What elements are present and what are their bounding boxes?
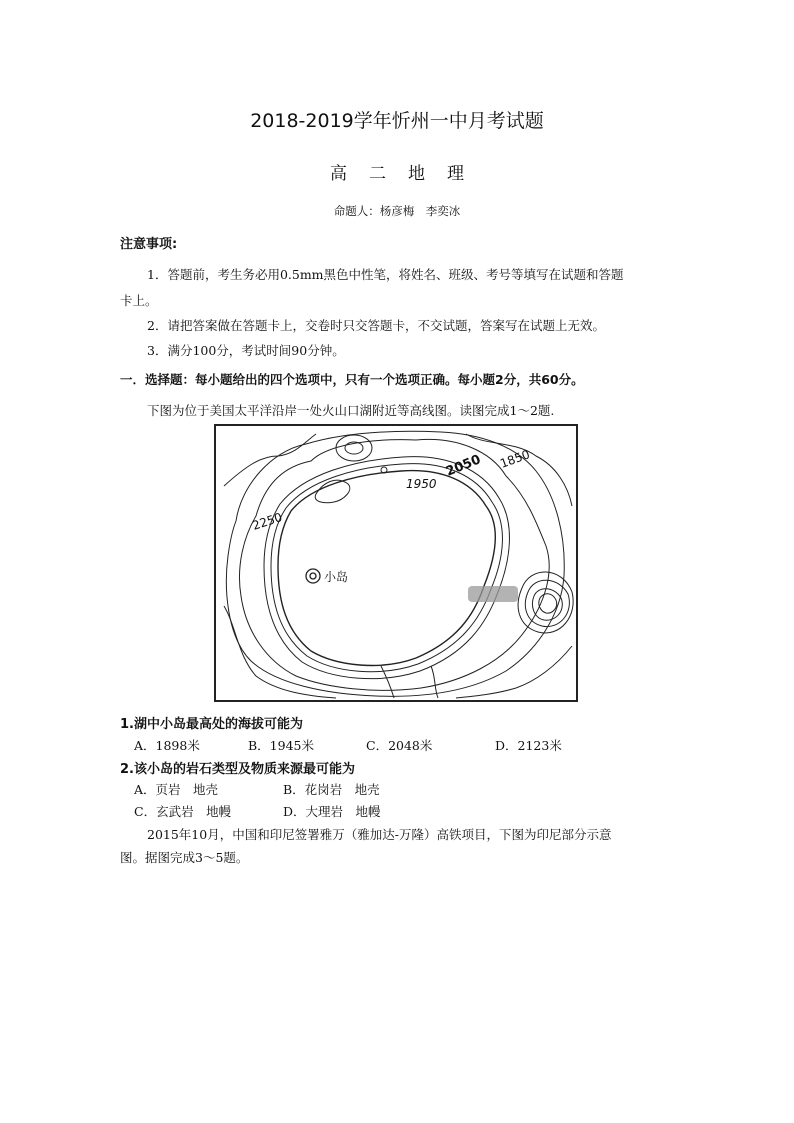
question-2-option-a[interactable]: A．页岩 地壳 <box>134 782 219 797</box>
notice-item-2: 2．请把答案做在答题卡上，交卷时只交答题卡，不交试题，答案写在试题上无效。 <box>147 318 605 333</box>
subject-title: 高二地理 <box>330 164 486 184</box>
question-1-option-a[interactable]: A．1898米 <box>134 738 200 753</box>
outer-contour-1 <box>239 439 549 690</box>
question-1-option-c[interactable]: C．2048米 <box>366 738 433 753</box>
contour-map <box>214 424 578 702</box>
contour-map-drawing <box>216 426 576 700</box>
contour-label-1850: 1850 <box>498 447 532 471</box>
section-1-intro: 下图为位于美国太平洋沿岸一处火山口湖附近等高线图。读图完成1～2题. <box>147 403 555 418</box>
notice-item-1-line-2: 卡上。 <box>120 293 158 308</box>
question-2-option-d[interactable]: D．大理岩 地幔 <box>283 804 381 819</box>
section-1-heading: 一．选择题：每小题给出的四个选项中，只有一个选项正确。每小题2分，共60分。 <box>120 372 584 387</box>
question-2-option-b[interactable]: B．花岗岩 地壳 <box>283 782 380 797</box>
lake-shore-contour <box>278 471 495 666</box>
contour-label-1950: 1950 <box>406 477 437 491</box>
island-inner <box>310 573 316 579</box>
question-1-option-d[interactable]: D．2123米 <box>495 738 562 753</box>
notice-heading: 注意事项: <box>120 237 178 252</box>
contour-label-2050: 2050 <box>443 452 484 480</box>
question-2-stem: 2.该小岛的岩石类型及物质来源最可能为 <box>120 762 355 777</box>
passage-2-line-2: 图。据图完成3～5题。 <box>120 850 249 865</box>
question-1-option-b[interactable]: B．1945米 <box>248 738 314 753</box>
hill-top-left <box>336 435 372 461</box>
passage-2-line-1: 2015年10月，中国和印尼签署雅万（雅加达-万隆）高铁项目，下图为印尼部分示意 <box>147 827 612 842</box>
authors-line: 命题人：杨彦梅 李奕冰 <box>333 204 461 218</box>
island-outer <box>306 569 320 583</box>
notice-item-3: 3．满分100分，考试时间90分钟。 <box>147 343 345 358</box>
contour-label-2250: 2250 <box>250 510 284 533</box>
question-2-option-c[interactable]: C．玄武岩 地幔 <box>134 804 232 819</box>
question-1-stem: 1.湖中小岛最高处的海拔可能为 <box>120 717 303 732</box>
exam-title: 2018-2019学年忻州一中月考试题 <box>250 110 544 132</box>
island-label: 小岛 <box>324 570 349 584</box>
notice-item-1-line-1: 1．答题前，考生务必用0.5mm黑色中性笔，将姓名、班级、考号等填写在试题和答题 <box>147 267 624 282</box>
blurred-label <box>468 586 518 602</box>
rim-contour-1 <box>271 464 502 672</box>
